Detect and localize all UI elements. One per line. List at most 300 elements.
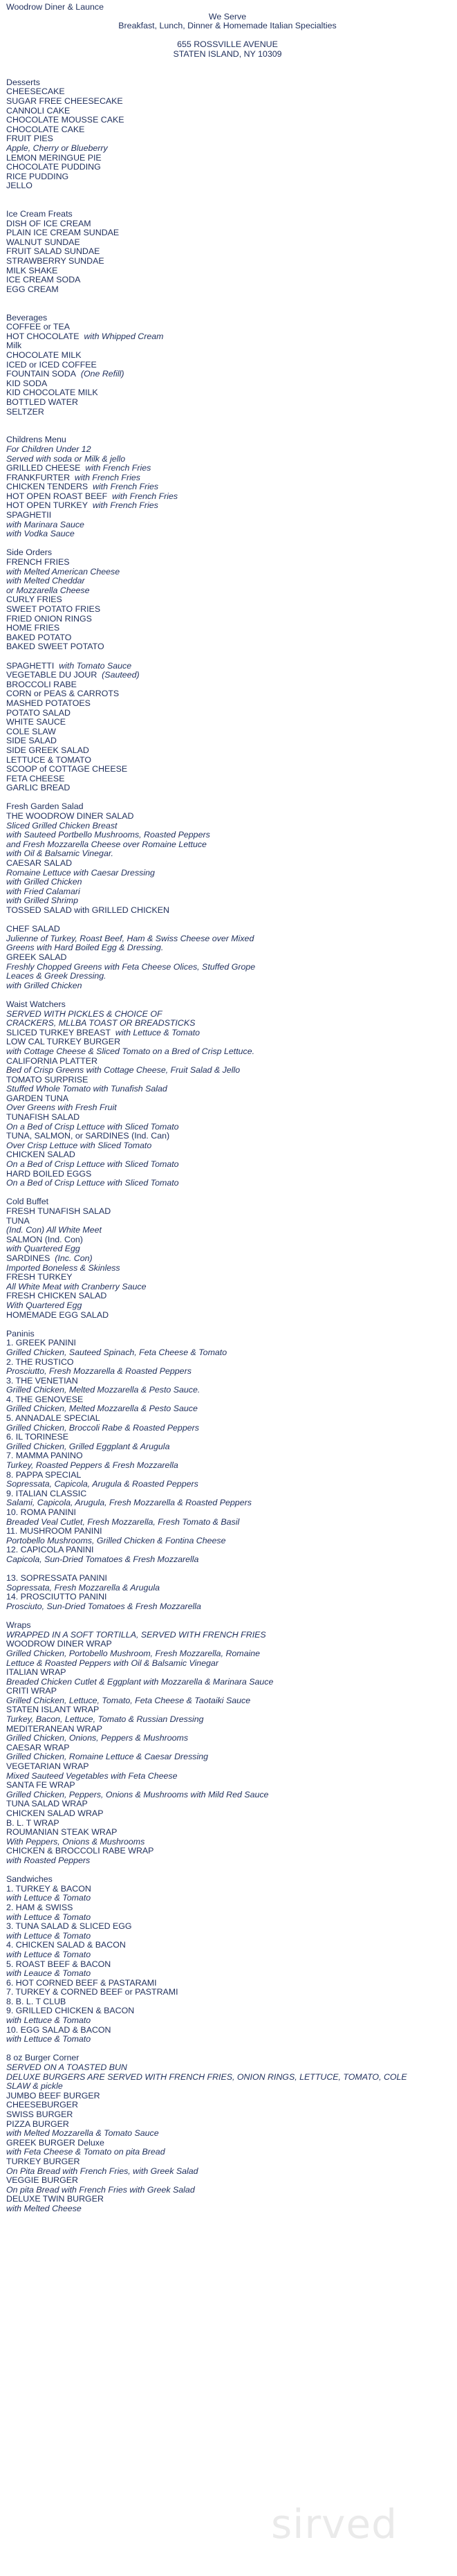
spacer: [6, 793, 449, 803]
line-text: COLE SLAW: [6, 727, 56, 736]
line-text: HOMEMADE EGG SALAD: [6, 1310, 109, 1320]
line-text: SPAGHETII: [6, 511, 52, 520]
line-text: Fresh Garden Salad: [6, 802, 84, 812]
line-text: GARDEN TUNA: [6, 1094, 68, 1103]
line-text: 2. THE RUSTICO: [6, 1357, 74, 1367]
menu-section: [6, 1875, 449, 2044]
item-description: [6, 1264, 449, 1273]
menu-item: [6, 370, 449, 379]
line-text: RICE PUDDING: [6, 172, 69, 181]
line-text: (Ind. Con) All White Meet: [6, 1226, 102, 1235]
line-text: SALMON (Ind. Con): [6, 1235, 83, 1244]
item-description: [6, 896, 449, 906]
line-text: with Melted Mozzarella & Tomato Sauce: [6, 2129, 159, 2139]
line-text: with Roasted Peppers: [6, 1856, 91, 1865]
menu-item: [6, 615, 449, 624]
item-description: [6, 878, 449, 887]
spacer: [6, 990, 449, 1000]
line-text: with Lettuce & Tomato: [6, 1950, 91, 1959]
menu-section: [6, 435, 449, 539]
item-description: [6, 869, 449, 878]
menu-section: [6, 548, 449, 652]
menu-section: [6, 1197, 449, 1320]
menu-item: [6, 2110, 449, 2120]
line-text: CAESAR WRAP: [6, 1743, 70, 1752]
line-text: Prosciutto, Fresh Mozzarella & Roasted Peppers: [6, 1367, 192, 1377]
line-text: TOSSED SALAD with GRILLED CHICKEN: [6, 906, 169, 915]
menu-item: [6, 482, 449, 492]
line-text: Wraps: [6, 1621, 31, 1631]
item-description: [6, 2186, 449, 2195]
item-description: [6, 1659, 449, 1669]
menu-item: [6, 746, 449, 756]
line-text: 3. THE VENETIAN: [6, 1376, 78, 1386]
line-text: Grilled Chicken, Broccoli Rabe & Roasted Peppers: [6, 1423, 199, 1433]
line-text: MILK SHAKE: [6, 266, 58, 275]
item-description: [6, 2073, 449, 2083]
menu-item: [6, 1799, 449, 1809]
menu-item: [6, 1311, 449, 1321]
line-text: 7. MAMMA PANINO: [6, 1451, 83, 1461]
line-text: CHOCOLATE CAKE: [6, 125, 85, 134]
line-text: Lettuce & Roasted Peppers with Oil & Balsamic Vinegar: [6, 1658, 218, 1668]
line-text: SERVED WITH PICKLES & CHOICE OF: [6, 1009, 162, 1019]
menu-document: [6, 3, 449, 2214]
menu-item: [6, 1170, 449, 1179]
line-text: 2. HAM & SWISS: [6, 1903, 73, 1912]
section-first-line: [6, 435, 449, 445]
line-text: DELUXE BURGERS ARE SERVED WITH FRENCH FRIES, ONION RINGS, LETTUCE, TOMATO, COLE: [6, 2072, 407, 2082]
line-text: GREEK BURGER Deluxe: [6, 2138, 104, 2148]
item-description: [6, 1649, 449, 1659]
menu-item: [6, 1150, 449, 1160]
line-text: 11. MUSHROOM PANINI: [6, 1527, 102, 1536]
menu-item: [6, 181, 449, 191]
line-text: KID SODA: [6, 379, 48, 388]
menu-item: [6, 2101, 449, 2110]
menu-item: [6, 332, 449, 342]
menu-item: [6, 125, 449, 135]
menu-item: [6, 859, 449, 869]
line-text: with Cottage Cheese & Sliced Tomato on a Bred of Crisp Lettuce.: [6, 1046, 255, 1056]
menu-item: [6, 154, 449, 163]
menu-item: [6, 323, 449, 332]
menu-item: [6, 1235, 449, 1245]
item-modifier: with Tomato Sauce: [59, 661, 132, 671]
line-text: 14. PROSCIUTTO PANINI: [6, 1593, 107, 1602]
line-text: or Mozzarella Cheese: [6, 586, 90, 595]
line-text: with Grilled Shrimp: [6, 896, 78, 906]
menu-item: [6, 97, 449, 107]
menu-item: [6, 718, 449, 727]
menu-section: [6, 314, 449, 417]
section-first-line: [6, 925, 449, 934]
item-description: [6, 1734, 449, 1743]
section-first-line: [6, 314, 449, 323]
menu-item: [6, 1809, 449, 1819]
line-text: Grilled Chicken, Romaine Lettuce & Caesar Dressing: [6, 1752, 208, 1762]
menu-item: [6, 1545, 449, 1555]
item-description: [6, 1932, 449, 1941]
menu-item: [6, 1358, 449, 1368]
menu-item: [6, 1489, 449, 1499]
item-description: [6, 1950, 449, 1960]
menu-section: [6, 1000, 449, 1188]
line-text: ICED or ICED COFFEE: [6, 360, 97, 370]
menu-item: [6, 163, 449, 172]
menu-item: [6, 116, 449, 125]
item-description: [6, 2129, 449, 2139]
line-text: Grilled Chicken, Melted Mozzarella & Pesto Sauce: [6, 1404, 198, 1414]
line-text: 5. ROAST BEEF & BACON: [6, 1959, 111, 1969]
item-description: [6, 972, 449, 981]
spacer: [6, 191, 449, 201]
line-text: FRESH CHICKEN SALAD: [6, 1291, 107, 1301]
menu-item: [6, 1903, 449, 1913]
line-text: Childrens Menu: [6, 435, 66, 445]
line-text: CHOCOLATE MOUSSE CAKE: [6, 116, 124, 125]
line-text: Romaine Lettuce with Caesar Dressing: [6, 868, 155, 878]
line-text: SANTA FE WRAP: [6, 1781, 75, 1790]
line-text: with Feta Cheese & Tomato on pita Bread: [6, 2148, 165, 2157]
line-text: SIDE SALAD: [6, 736, 57, 746]
line-text: 3. TUNA SALAD & SLICED EGG: [6, 1922, 132, 1932]
line-text: 8. PAPPA SPECIAL: [6, 1470, 82, 1480]
item-modifier: (Sauteed): [102, 671, 140, 680]
item-description: [6, 1696, 449, 1706]
item-description: [6, 1461, 449, 1471]
line-text: 9. GRILLED CHICKEN & BACON: [6, 2006, 135, 2016]
menu-item: [6, 1395, 449, 1405]
item-modifier: with Lettuce & Tomato: [115, 1028, 200, 1037]
line-text: Cold Buffet: [6, 1197, 49, 1207]
menu-item: [6, 1828, 449, 1838]
item-description: [6, 1179, 449, 1188]
line-text: With Peppers, Onions & Mushrooms: [6, 1837, 145, 1847]
line-text: SIDE GREEK SALAD: [6, 745, 89, 755]
sirved-watermark: sirved: [271, 2501, 398, 2548]
line-text: Portobello Mushrooms, Grilled Chicken & Fontina Cheese: [6, 1536, 226, 1545]
menu-item: [6, 1254, 449, 1264]
item-modifier: with Whipped Cream: [84, 332, 164, 341]
menu-item: [6, 1922, 449, 1932]
menu-item: [6, 1593, 449, 1602]
line-text: MEDITERANEAN WRAP: [6, 1724, 103, 1734]
line-text: On a Bed of Crisp Lettuce with Sliced Tomato: [6, 1122, 179, 1132]
menu-item: [6, 172, 449, 182]
item-description: [6, 2204, 449, 2214]
item-description: [6, 577, 449, 586]
line-text: FRIED ONION RINGS: [6, 614, 92, 624]
line-text: Grilled Chicken, Lettuce, Tomato, Feta Cheese & Taotaiki Sauce: [6, 1696, 251, 1705]
item-description: [6, 520, 449, 530]
item-description: [6, 1584, 449, 1593]
section-first-line: [6, 1621, 449, 1631]
menu-item: [6, 1057, 449, 1067]
line-text: with Leauce & Tomato: [6, 1969, 91, 1979]
line-text: THE WOODROW DINER SALAD: [6, 812, 134, 822]
line-text: Mixed Sauteed Vegetables with Feta Cheese: [6, 1771, 178, 1781]
menu-item: [6, 1076, 449, 1085]
item-description: [6, 1066, 449, 1076]
line-text: Apple, Cherry or Blueberry: [6, 143, 108, 153]
line-text: Milk: [6, 341, 22, 351]
line-text: 8 oz Burger Corner: [6, 2053, 80, 2063]
spacer: [6, 1612, 449, 1622]
menu-item: [6, 275, 449, 285]
item-description: [6, 1282, 449, 1292]
line-text: CALIFORNIA PLATTER: [6, 1056, 97, 1066]
item-description: [6, 1752, 449, 1762]
spacer: [6, 200, 449, 210]
item-description: [6, 1969, 449, 1979]
line-text: 7. TURKEY & CORNED BEEF or PASTRAMI: [6, 1988, 178, 1997]
menu-section: [6, 925, 449, 990]
line-text: with Marinara Sauce: [6, 520, 84, 529]
item-description: [6, 1244, 449, 1254]
line-text: 1. TURKEY & BACON: [6, 1884, 91, 1894]
menu-item: [6, 1668, 449, 1678]
menu-item: [6, 1819, 449, 1829]
menu-item: [6, 1781, 449, 1790]
line-text: with Lettuce & Tomato: [6, 1894, 91, 1903]
menu-item: [6, 783, 449, 793]
line-text: with Grilled Chicken: [6, 981, 82, 990]
menu-item: [6, 2157, 449, 2167]
line-text: Prosciuto, Sun-Dried Tomatoes & Fresh Mozzarella: [6, 1602, 201, 1611]
menu-item: [6, 953, 449, 963]
item-description: [6, 963, 449, 972]
line-text: PLAIN ICE CREAM SUNDAE: [6, 228, 120, 238]
menu-item: [6, 774, 449, 784]
item-description: [6, 1123, 449, 1132]
section-first-line: [6, 1000, 449, 1010]
line-text: Sliced Grilled Chicken Breast: [6, 821, 118, 831]
menu-item: [6, 238, 449, 248]
item-modifier: with French Fries: [93, 482, 159, 492]
line-text: EGG CREAM: [6, 284, 59, 294]
item-description: [6, 1790, 449, 1800]
line-text: DISH OF ICE CREAM: [6, 219, 91, 228]
item-description: [6, 2035, 449, 2044]
line-text: SCOOP of COTTAGE CHEESE: [6, 765, 128, 774]
line-text: WHITE SAUCE: [6, 718, 66, 727]
menu-item: [6, 1291, 449, 1301]
line-text: ITALIAN WRAP: [6, 1668, 66, 1678]
item-description: [6, 840, 449, 850]
menu-item: [6, 1705, 449, 1715]
item-description: [6, 1602, 449, 1612]
item-description: [6, 1085, 449, 1094]
line-text: with Melted Cheese: [6, 2204, 82, 2213]
line-text: With Quartered Egg: [6, 1300, 82, 1310]
line-text: LEMON MERINGUE PIE: [6, 153, 102, 163]
line-text: GARLIC BREAD: [6, 783, 71, 793]
line-text: VEGETARIAN WRAP: [6, 1762, 89, 1772]
line-text: Julienne of Turkey, Roast Beef, Ham & Swiss Cheese over Mixed: [6, 934, 254, 943]
line-text: CHOCOLATE PUDDING: [6, 163, 101, 172]
menu-item: [6, 1339, 449, 1348]
menu-item: [6, 228, 449, 238]
menu-item: [6, 1687, 449, 1696]
menu-item: [6, 689, 449, 699]
menu-item: [6, 1988, 449, 1997]
item-modifier: (Inc. Con): [55, 1253, 93, 1263]
spacer: [6, 916, 449, 925]
line-text: SLAW & pickle: [6, 2082, 63, 2092]
line-text: HOT CHOCOLATE: [6, 332, 80, 341]
line-text: BOTTLED WATER: [6, 397, 78, 407]
item-description: [6, 1631, 449, 1640]
spacer: [6, 294, 449, 304]
spacer: [6, 1188, 449, 1198]
section-first-line: [6, 2053, 449, 2063]
line-text: Grilled Chicken, Peppers, Onions & Mushrooms with Mild Red Sauce: [6, 1790, 269, 1799]
item-description: [6, 1498, 449, 1508]
menu-item: [6, 464, 449, 473]
item-description: [6, 887, 449, 897]
item-description: [6, 1856, 449, 1866]
spacer: [6, 2044, 449, 2054]
spacer: [6, 1565, 449, 1575]
spacer: [6, 539, 449, 549]
spacer: [6, 417, 449, 426]
line-text: SLICED TURKEY BREAST: [6, 1028, 111, 1037]
line-text: TUNA: [6, 1216, 30, 1226]
section-first-line: [6, 1197, 449, 1207]
menu-item: [6, 1640, 449, 1649]
item-description: [6, 1047, 449, 1057]
menu-item: [6, 1028, 449, 1038]
line-text: BAKED POTATO: [6, 633, 72, 642]
menu-item: [6, 709, 449, 718]
menu-item: [6, 633, 449, 643]
item-description: [6, 1301, 449, 1311]
line-text: with Melted Cheddar: [6, 577, 85, 586]
menu-item: [6, 1414, 449, 1424]
line-text: CHOCOLATE MILK: [6, 350, 82, 360]
item-description: [6, 1103, 449, 1113]
menu-item: [6, 379, 449, 389]
line-text: Bed of Crisp Greens with Cottage Cheese, Fruit Salad & Jello: [6, 1066, 241, 1076]
item-description: [6, 1715, 449, 1725]
item-description: [6, 1386, 449, 1395]
line-text: with Vodka Sauce: [6, 529, 75, 539]
menu-item: [6, 605, 449, 615]
item-description: [6, 1772, 449, 1781]
item-description: [6, 529, 449, 539]
line-text: Imported Boneless & Skinless: [6, 1263, 120, 1273]
item-modifier: with French Fries: [74, 473, 140, 482]
line-text: FRANKFURTER: [6, 473, 71, 482]
line-text: Grilled Chicken, Portobello Mushroom, Fresh Mozzarella, Romaine: [6, 1649, 261, 1658]
line-text: COFFEE or TEA: [6, 323, 71, 332]
line-text: CORN or PEAS & CARROTS: [6, 689, 120, 699]
line-text: 8. B. L. T CLUB: [6, 1997, 66, 2006]
line-text: SERVED ON A TOASTED BUN: [6, 2063, 127, 2073]
menu-item: [6, 1743, 449, 1753]
line-text: CRITI WRAP: [6, 1687, 57, 1696]
item-description: [6, 2016, 449, 2026]
restaurant-name: Woodrow Diner & Launce: [6, 3, 104, 12]
line-text: PIZZA BURGER: [6, 2119, 69, 2129]
menu-body: [6, 78, 449, 2214]
spacer: [6, 426, 449, 436]
header-address: 655 ROSSVILLE AVENUE: [177, 40, 278, 50]
menu-item: [6, 595, 449, 605]
menu-item: [6, 1113, 449, 1123]
line-text: JELLO: [6, 181, 32, 191]
line-text: Capicola, Sun-Dried Tomatoes & Fresh Mozzarella: [6, 1554, 199, 1564]
line-text: 9. ITALIAN CLASSIC: [6, 1489, 87, 1498]
line-text: SUGAR FREE CHEESECAKE: [6, 96, 123, 106]
menu-item: [6, 247, 449, 257]
line-text: On a Bed of Crisp Lettuce with Sliced Tomato: [6, 1179, 179, 1188]
item-description: [6, 2063, 449, 2073]
line-text: Greens with Hard Boiled Egg & Dressing.: [6, 943, 164, 953]
line-text: CHEESECAKE: [6, 87, 65, 97]
line-text: Served with soda or Milk & jello: [6, 454, 126, 464]
item-description: [6, 1019, 449, 1028]
line-text: CHICKEN SALAD WRAP: [6, 1809, 104, 1818]
menu-item: [6, 1885, 449, 1894]
section-first-line: [6, 1330, 449, 1339]
line-text: CRACKERS, MLLBA TOAST OR BREADSTICKS: [6, 1019, 196, 1028]
menu-item: [6, 361, 449, 370]
line-text: FRUIT PIES: [6, 134, 53, 144]
section-first-line: [6, 548, 449, 558]
menu-item: [6, 671, 449, 680]
item-modifier: with French Fries: [85, 464, 151, 473]
menu-item: [6, 756, 449, 765]
menu-item: [6, 1762, 449, 1772]
line-text: CHEF SALAD: [6, 925, 60, 934]
item-description: [6, 2167, 449, 2177]
line-text: with Oil & Balsamic Vinegar.: [6, 849, 113, 859]
menu-item: [6, 1037, 449, 1047]
line-text: 6. IL TORINESE: [6, 1433, 68, 1442]
menu-item: [6, 2176, 449, 2186]
spacer: [6, 304, 449, 314]
menu-item: [6, 1132, 449, 1141]
line-text: with Melted American Cheese: [6, 567, 120, 577]
line-text: Turkey, Bacon, Lettuce, Tomato & Russian Dressing: [6, 1715, 204, 1725]
spacer: [6, 1866, 449, 1876]
section-first-line: [6, 78, 449, 88]
menu-item: [6, 1377, 449, 1386]
item-description: [6, 2082, 449, 2092]
section-first-line: [6, 662, 449, 671]
menu-item: [6, 2120, 449, 2130]
line-text: CURLY FRIES: [6, 595, 62, 605]
menu-item: [6, 408, 449, 417]
menu-item: [6, 1471, 449, 1480]
menu-item: [6, 727, 449, 737]
line-text: TURKEY BURGER: [6, 2157, 80, 2166]
menu-item: [6, 1725, 449, 1734]
item-description: [6, 1555, 449, 1565]
line-text: FRESH TURKEY: [6, 1273, 73, 1282]
menu-item: [6, 906, 449, 916]
line-text: Paninis: [6, 1329, 35, 1339]
line-text: WRAPPED IN A SOFT TORTILLA, SERVED WITH FRENCH FRIES: [6, 1630, 266, 1640]
menu-item: [6, 680, 449, 690]
menu-section: [6, 2053, 449, 2213]
menu-item: [6, 1979, 449, 1988]
line-text: with Lettuce & Tomato: [6, 1931, 91, 1941]
item-modifier: with French Fries: [92, 501, 158, 511]
item-description: [6, 934, 449, 944]
